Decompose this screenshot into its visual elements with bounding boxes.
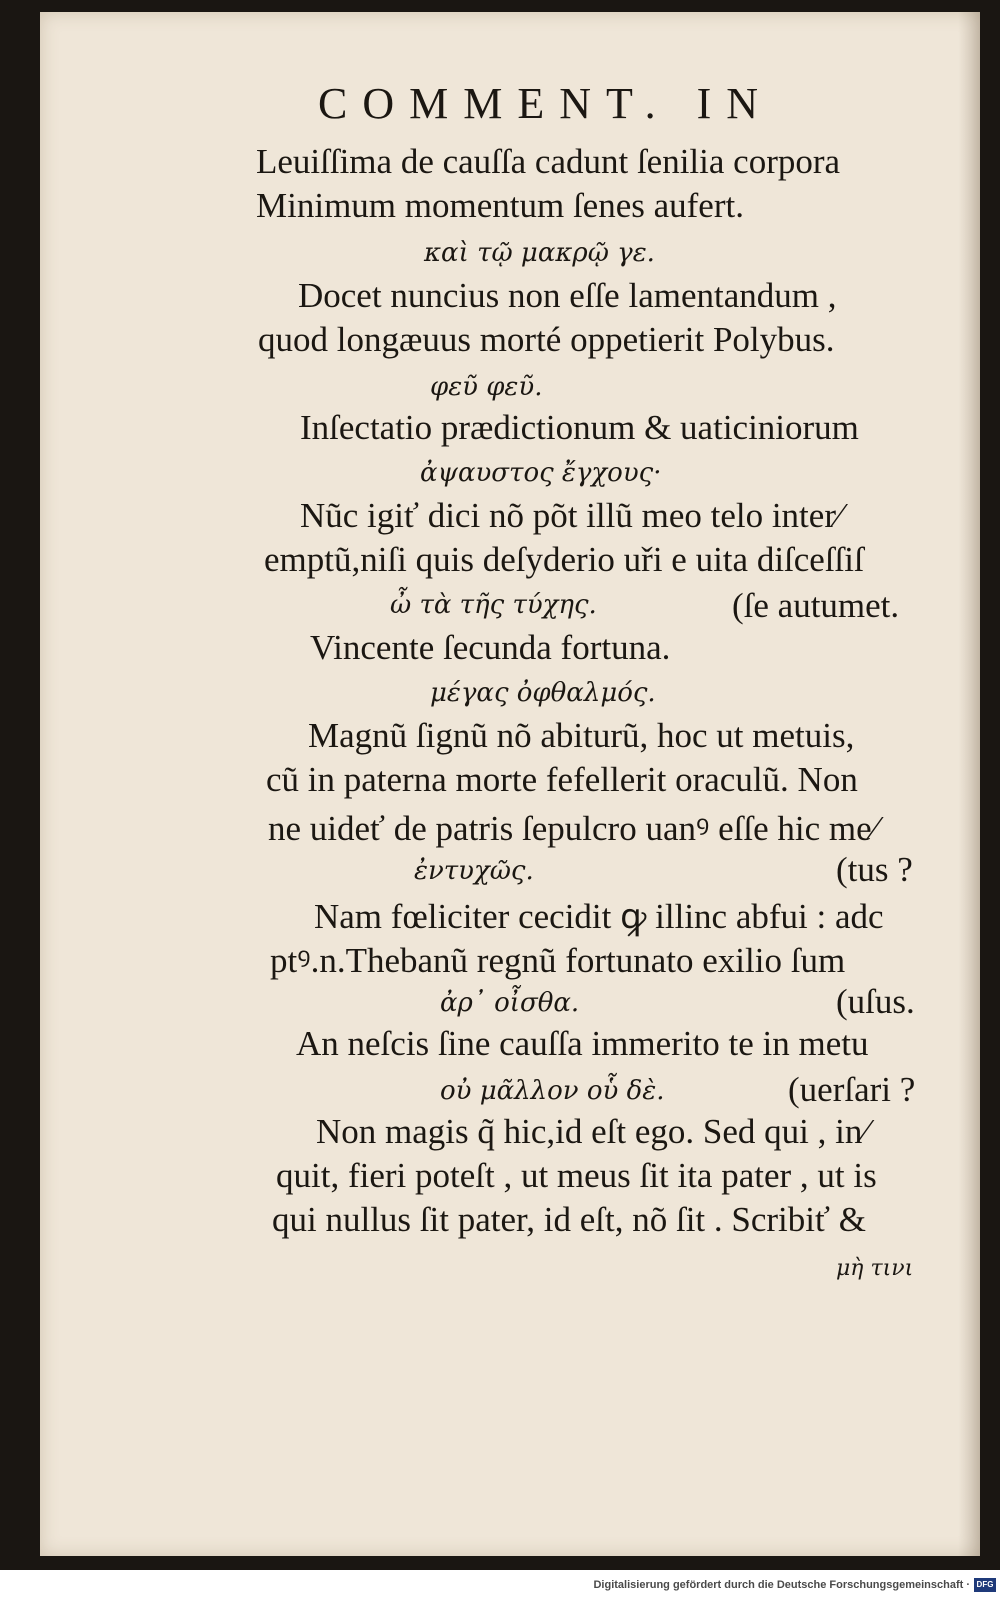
- greek-lemma: ἀρ᾽ οἶσθα.: [440, 988, 580, 1018]
- text-line: cũ in paterna morte fefellerit oraculũ. Non: [266, 760, 858, 799]
- text-line: Leuiſſima de cauſſa cadunt ſenilia corpora: [256, 142, 841, 181]
- running-header: COMMENT. IN: [318, 79, 774, 128]
- turnover-line: (uſus.: [836, 982, 915, 1021]
- greek-lemma: καὶ τῷ μακρῷ γε.: [424, 238, 655, 268]
- text-line: ne uideť de patris ſepulcro uanꝰ eſſe hic me⁄: [268, 809, 878, 848]
- text-line: qui nullus ſit pater, id eſt, nõ ſit . Scribiť &: [272, 1200, 866, 1239]
- greek-lemma: ὦ τὰ τῆς τύχης.: [390, 590, 597, 620]
- text-line: Nũc igiť dici nõ põt illũ meo telo inter⁄: [300, 496, 842, 535]
- turnover-line: (uerſari ?: [788, 1070, 916, 1109]
- text-line: Docet nuncius non eſſe lamentandum ,: [298, 276, 837, 315]
- dfg-logo-icon: DFG: [974, 1578, 996, 1592]
- text-line: quit, fieri poteſt , ut meus ſit ita pater , ut is: [276, 1156, 877, 1195]
- catchword: μὴ τινι: [836, 1256, 914, 1281]
- text-line: quod longæuus morté oppetierit Polybus.: [258, 320, 835, 359]
- text-line: Nam fœliciter cecidit ꝙ illinc abfui : adc: [314, 897, 884, 936]
- text-line: An neſcis ſine cauſſa immerito te in metu: [296, 1024, 869, 1063]
- text-line: Minimum momentum ſenes aufert.: [256, 186, 744, 225]
- greek-lemma: μέγας ὀφθαλμός.: [430, 678, 656, 708]
- text-line: Vincente ſecunda fortuna.: [310, 628, 671, 667]
- text-line: emptũ,niſi quis deſyderio uři e uita diſceſſiſ: [264, 540, 864, 579]
- greek-lemma: οὐ μᾶλλον οὗ δὲ.: [440, 1076, 665, 1106]
- text-line: Magnũ ſignũ nõ abiturũ, hoc ut metuis,: [308, 716, 855, 755]
- footer-bar: [0, 1570, 1000, 1601]
- greek-lemma: ἐντυχῶς.: [414, 856, 534, 886]
- text-line: Non magis q̃ hic,id eſt ego. Sed qui , in⁄: [316, 1112, 869, 1151]
- turnover-line: (ſe autumet.: [732, 586, 900, 625]
- text-line: Inſectatio prædictionum & uaticiniorum: [300, 408, 859, 447]
- page-gutter-shadow: [958, 12, 980, 1556]
- text-line: ptꝰ.n.Thebanũ regnũ fortunato exilio ſum: [270, 941, 846, 980]
- greek-lemma: φεῦ φεῦ.: [430, 372, 543, 402]
- turnover-line: (tus ?: [836, 850, 913, 889]
- funding-credit: Digitalisierung gefördert durch die Deutsche Forschungsgemeinschaft ·: [593, 1579, 970, 1591]
- greek-lemma: ἀψαυστος ἔγχους·: [420, 458, 662, 488]
